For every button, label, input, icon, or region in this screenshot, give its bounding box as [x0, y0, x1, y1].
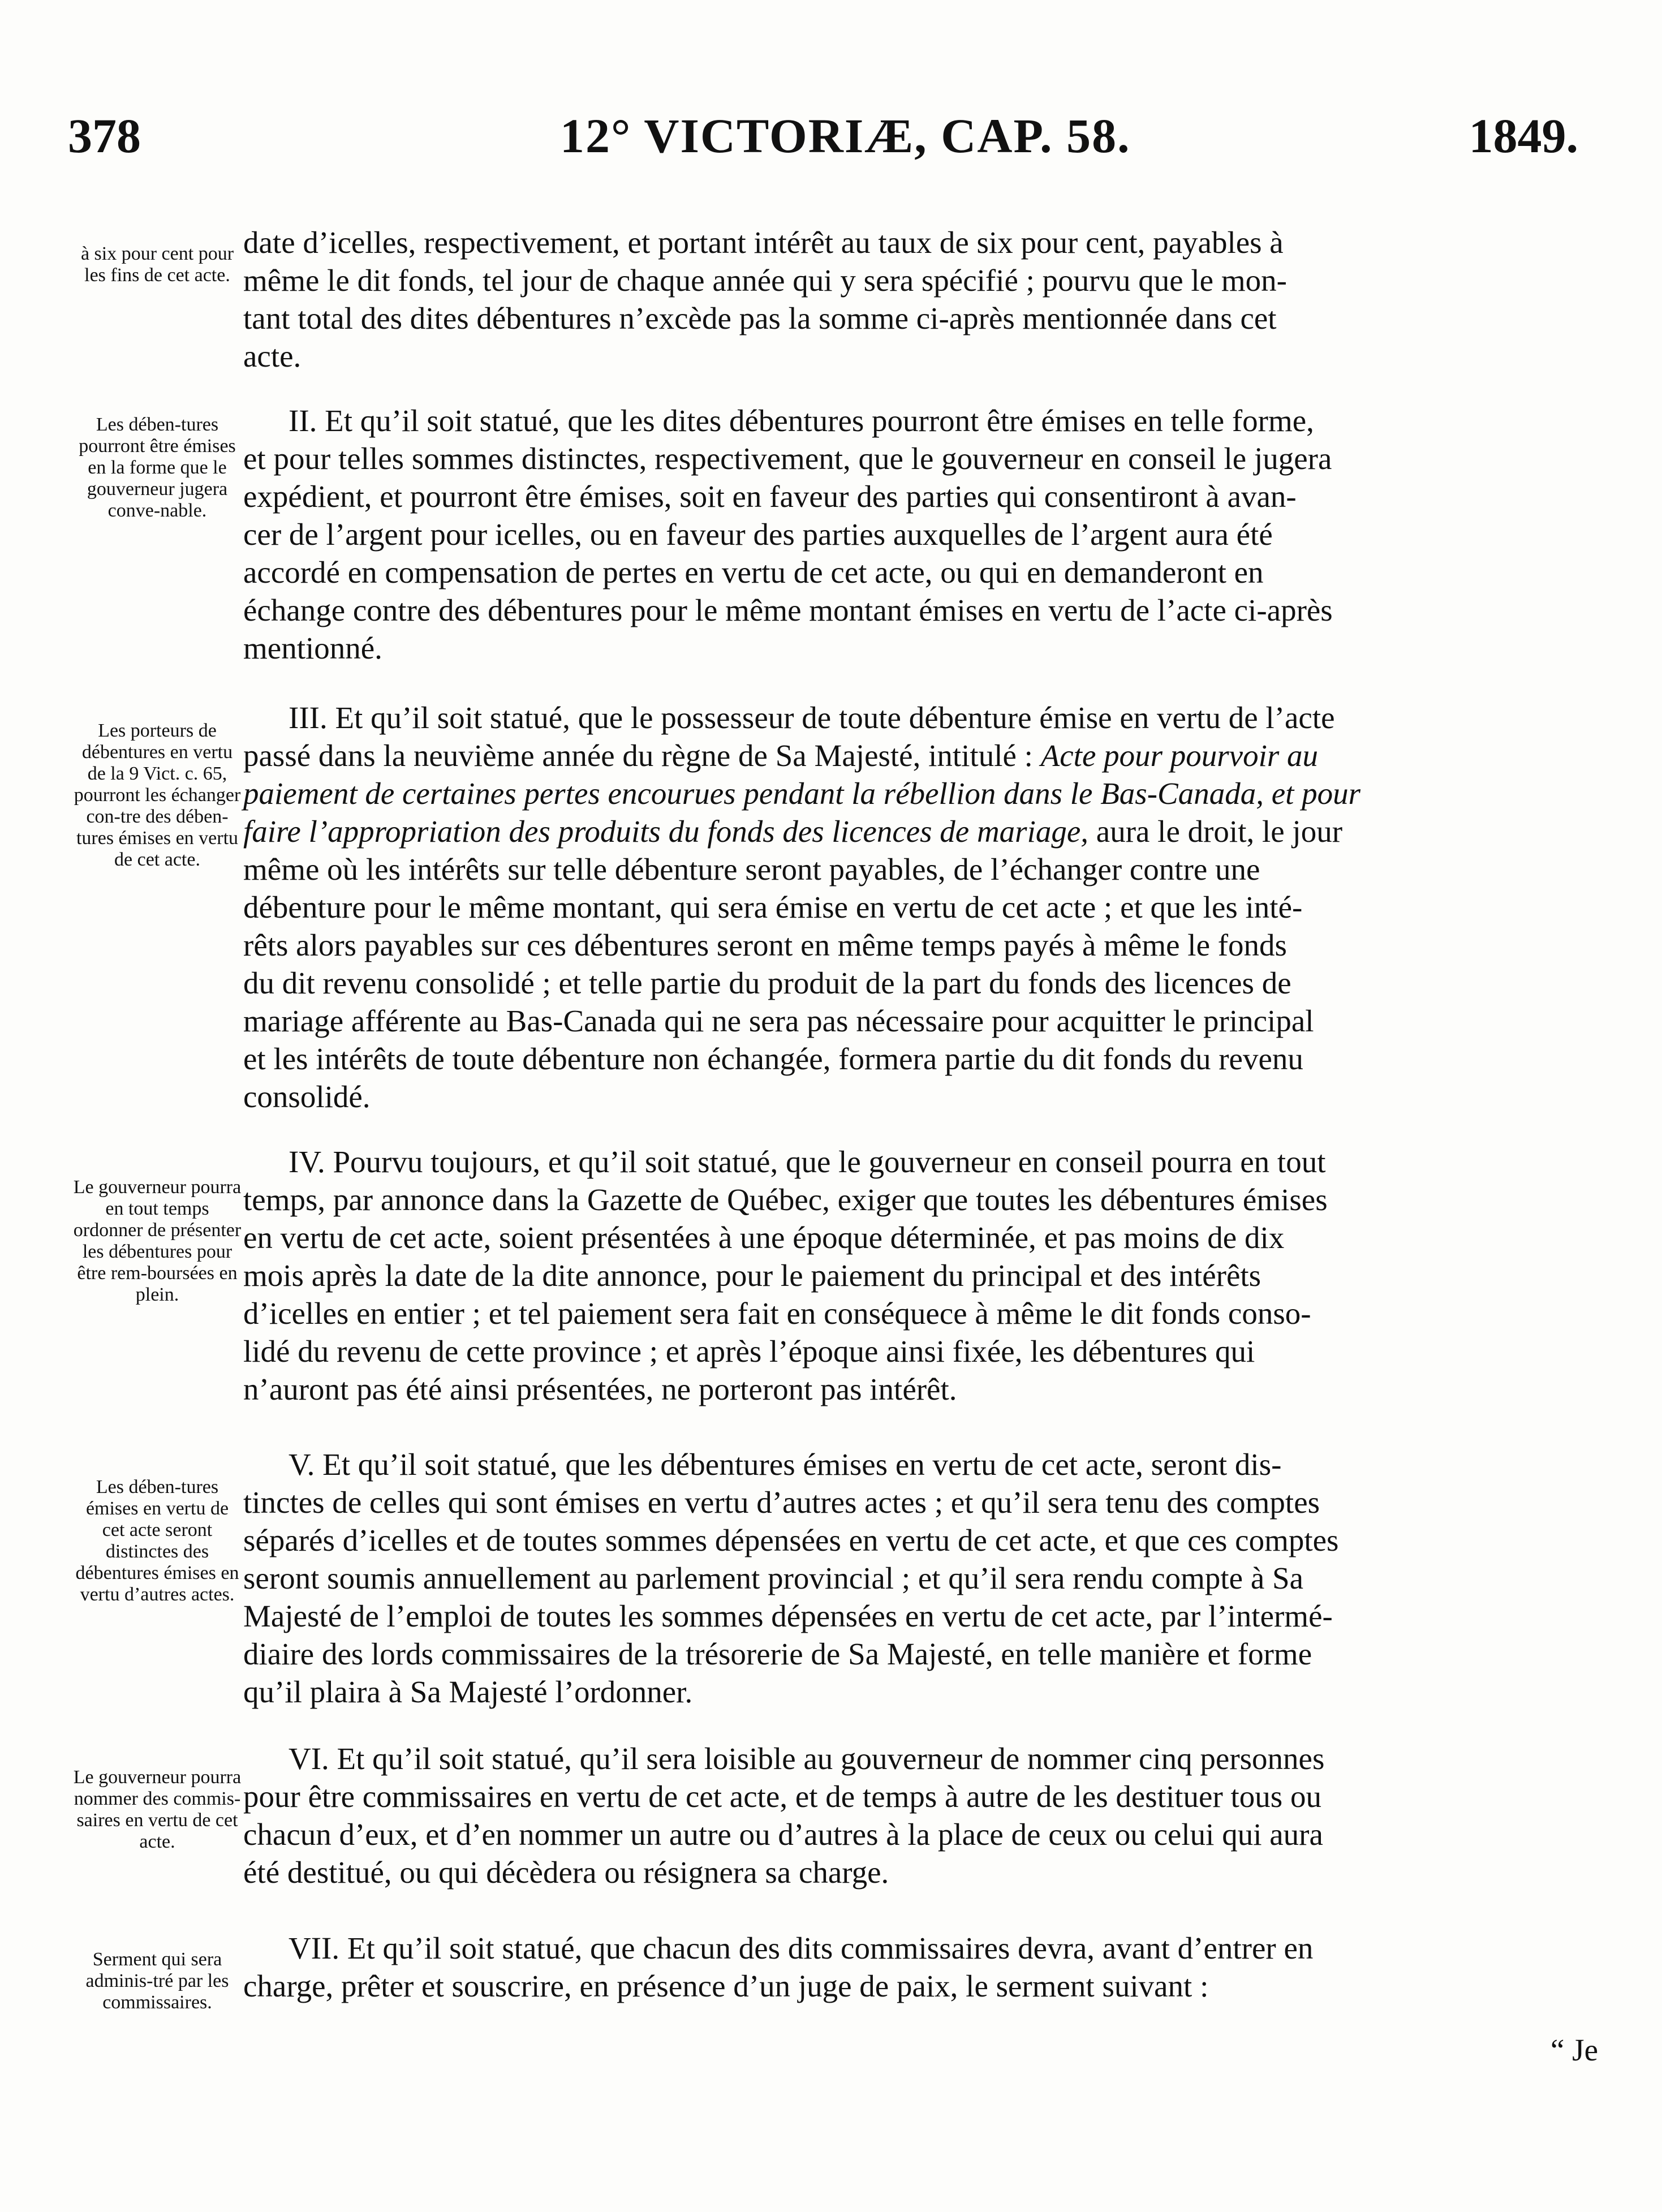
- margin-note: Serment qui sera adminis-tré par les commissaires.: [85, 1949, 229, 2013]
- text-line: V. Et qu’il soit statué, que les débentures émises en vertu de cet acte, seront dis-: [289, 1447, 1282, 1482]
- section-text: [243, 402, 1598, 667]
- text-line: consolidé.: [243, 1079, 371, 1114]
- text-line: [243, 812, 1598, 850]
- margin-note: à six pour cent pour les fins de cet acte.: [80, 243, 234, 286]
- margin-note: Les porteurs de débentures en vertu de la 9 Vict. c. 65, pourront les échanger con-tre des dében-tures émises en vertu de cet acte.: [74, 720, 241, 870]
- margin-note: Le gouverneur pourra nommer des commis-saires en vertu de cet acte.: [73, 1767, 242, 1852]
- act-title: faire l’appropriation des produits du fonds des licences de mariage,: [243, 814, 1089, 849]
- text-line: chacun d’eux, et d’en nommer un autre ou d’autres à la place de ceux ou celui qui aura: [243, 1817, 1323, 1852]
- text-line: Majesté de l’emploi de toutes les sommes dépensées en vertu de cet acte, par l’intermé-: [243, 1599, 1333, 1633]
- text-line: n’auront pas été ainsi présentées, ne porteront pas intérêt.: [243, 1372, 957, 1406]
- text-line: du dit revenu consolidé ; et telle partie du produit de la part du fonds des licences de: [243, 966, 1291, 1000]
- text-line: accordé en compensation de pertes en vertu de cet acte, ou qui en demanderont en: [243, 555, 1264, 589]
- section-text: [243, 223, 1598, 375]
- running-title: 12° VICTORIÆ, CAP. 58.: [560, 109, 1131, 163]
- margin-note: Les dében-tures émises en vertu de cet acte seront distinctes des débentures émises en vertu d’autres actes.: [75, 1477, 239, 1605]
- act-title: Acte pour pourvoir au: [1040, 738, 1319, 773]
- text-line: et pour telles sommes distinctes, respectivement, que le gouverneur en conseil le jugera: [243, 441, 1332, 476]
- text-line: lidé du revenu de cette province ; et après l’époque ainsi fixée, les débentures qui: [243, 1334, 1255, 1368]
- text-line: III. Et qu’il soit statué, que le possesseur de toute débenture émise en vertu de l’acte: [289, 700, 1335, 735]
- catchword: “ Je: [1551, 2033, 1598, 2067]
- text-line: échange contre des débentures pour le même montant émises en vertu de l’acte ci-après: [243, 593, 1333, 627]
- text-line: rêts alors payables sur ces débentures seront en même temps payés à même le fonds: [243, 928, 1287, 962]
- text-line: [243, 737, 1598, 774]
- text-line: diaire des lords commissaires de la trésorerie de Sa Majesté, en telle manière et forme: [243, 1637, 1312, 1671]
- text-line: IV. Pourvu toujours, et qu’il soit statué, que le gouverneur en conseil pourra en tout: [289, 1144, 1326, 1179]
- text-line: qu’il plaira à Sa Majesté l’ordonner.: [243, 1675, 693, 1709]
- text-line: été destitué, ou qui décèdera ou résignera sa charge.: [243, 1855, 889, 1890]
- text-line: charge, prêter et souscrire, en présence d’un juge de paix, le serment suivant :: [243, 1969, 1209, 2003]
- year: 1849.: [1469, 109, 1578, 163]
- text-line: séparés d’icelles et de toutes sommes dépensées en vertu de cet acte, et que ces comptes: [243, 1523, 1339, 1557]
- text-line: expédient, et pourront être émises, soit en faveur des parties qui consentiront à avan-: [243, 479, 1297, 514]
- text-line: cer de l’argent pour icelles, ou en faveur des parties auxquelles de l’argent aura été: [243, 517, 1273, 552]
- section-text: [243, 1445, 1598, 1711]
- margin-note: Le gouverneur pourra en tout temps ordonner de présenter les débentures pour être rem-boursées en plein.: [73, 1177, 242, 1305]
- section-text: [243, 1143, 1598, 1408]
- margin-note: Les dében-tures pourront être émises en la forme que le gouverneur jugera conve-nable.: [79, 414, 236, 521]
- act-title: paiement de certaines pertes encourues pendant la rébellion dans le Bas-Canada, et pour: [243, 776, 1361, 811]
- text-line: même le dit fonds, tel jour de chaque année qui y sera spécifié ; pourvu que le mon-: [243, 263, 1287, 298]
- text-line: VI. Et qu’il soit statué, qu’il sera loisible au gouverneur de nommer cinq personnes: [289, 1741, 1325, 1776]
- text-line: tant total des dites débentures n’excède pas la somme ci-après mentionnée dans cet: [243, 301, 1277, 335]
- text-line: VII. Et qu’il soit statué, que chacun des dits commissaires devra, avant d’entrer en: [289, 1931, 1314, 1965]
- text-fragment: aura le droit, le jour: [1088, 814, 1343, 849]
- text-line: temps, par annonce dans la Gazette de Québec, exiger que toutes les débentures émises: [243, 1182, 1328, 1217]
- page-header: [68, 96, 1595, 175]
- text-line: pour être commissaires en vertu de cet acte, et de temps à autre de les destituer tous ou: [243, 1779, 1321, 1814]
- text-line: en vertu de cet acte, soient présentées à une époque déterminée, et pas moins de dix: [243, 1220, 1285, 1255]
- text-line: même où les intérêts sur telle débenture seront payables, de l’échanger contre une: [243, 852, 1260, 886]
- text-line: acte.: [243, 339, 302, 373]
- text-line: tinctes de celles qui sont émises en vertu d’autres actes ; et qu’il sera tenu des comptes: [243, 1485, 1320, 1520]
- section-text: [243, 699, 1598, 1116]
- text-line: débenture pour le même montant, qui sera émise en vertu de cet acte ; et que les inté-: [243, 890, 1303, 924]
- text-line: d’icelles en entier ; et tel paiement sera fait en conséquece à même le dit fonds conso-: [243, 1296, 1311, 1331]
- text-line: seront soumis annuellement au parlement provincial ; et qu’il sera rendu compte à Sa: [243, 1561, 1304, 1595]
- section-text: [243, 1740, 1598, 1891]
- text-line: et les intérêts de toute débenture non échangée, formera partie du dit fonds du revenu: [243, 1042, 1303, 1076]
- text-line: mois après la date de la dite annonce, pour le paiement du principal et des intérêts: [243, 1258, 1261, 1293]
- section-text: [243, 1929, 1598, 2005]
- text-line: date d’icelles, respectivement, et portant intérêt au taux de six pour cent, payables à: [243, 225, 1284, 260]
- text-line: II. Et qu’il soit statué, que les dites débentures pourront être émises en telle forme,: [289, 403, 1314, 438]
- text-fragment: passé dans la neuvième année du règne de Sa Majesté, intitulé :: [243, 738, 1041, 773]
- text-line: [243, 774, 1598, 812]
- page-number: 378: [68, 109, 141, 163]
- text-line: mariage afférente au Bas-Canada qui ne sera pas nécessaire pour acquitter le principal: [243, 1004, 1314, 1038]
- text-line: mentionné.: [243, 631, 382, 665]
